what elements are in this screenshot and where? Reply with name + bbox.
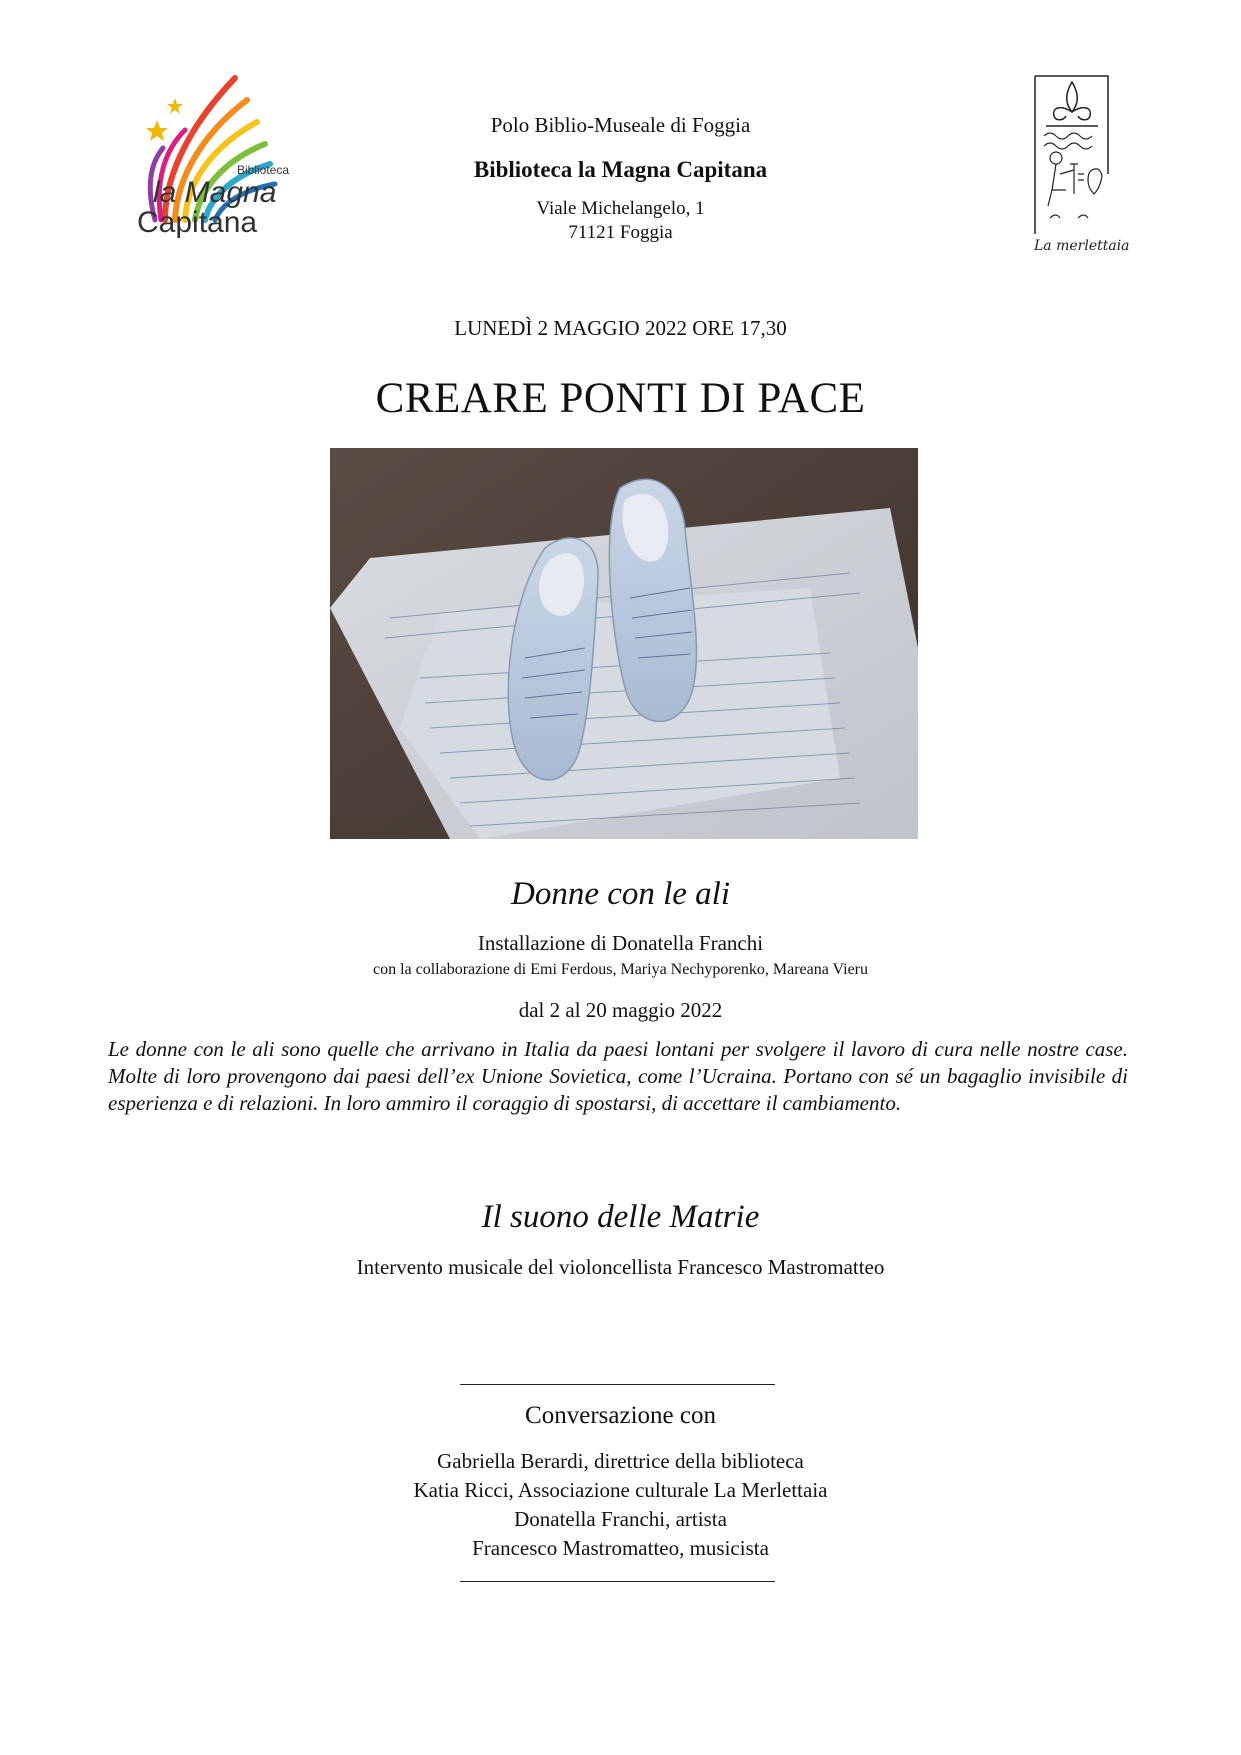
installation-title: Donne con le ali (510, 876, 731, 912)
logo-line2: Capitana (137, 206, 258, 239)
music-title: Il suono delle Matrie (481, 1199, 760, 1235)
logo-signature: La merlettaia (1034, 238, 1130, 254)
divider-bottom (460, 1581, 775, 1582)
logo-small-text: Biblioteca (237, 163, 290, 177)
installation-dates: dal 2 al 20 maggio 2022 (518, 998, 723, 1022)
music-description: Intervento musicale del violoncellista Francesco Mastromatteo (356, 1255, 885, 1279)
address-street: Viale Michelangelo, 1 (536, 198, 705, 219)
conversation-heading: Conversazione con (525, 1402, 716, 1429)
conversation-person: Donatella Franchi, artista (514, 1507, 727, 1531)
polo-name: Polo Biblio-Museale di Foggia (490, 113, 751, 137)
library-name: Biblioteca la Magna Capitana (473, 157, 768, 182)
logo-line1: la Magna (153, 176, 277, 209)
installation-collaboration: con la collaborazione di Emi Ferdous, Mariya Nechyporenko, Mareana Vieru (372, 961, 868, 978)
installation-photo (330, 448, 918, 839)
conversation-person: Gabriella Berardi, direttrice della biblioteca (437, 1449, 804, 1473)
conversation-person: Francesco Mastromatteo, musicista (472, 1536, 769, 1560)
photo-graphic (330, 448, 918, 839)
installation-description: Le donne con le ali sono quelle che arrivano in Italia da paesi lontani per svolgere il lavoro di cura nelle nostre case. Molte di loro provengono dai paesi dell’ex Unione Sovietica, come l’Ucraina. Portano con sé un bagaglio invisibile di esperienza e di relazioni. In loro ammiro il coraggio di spostarsi, di accettare il cambiamento. (108, 1037, 1128, 1115)
address-city: 71121 Foggia (568, 222, 673, 243)
installation-author: Installazione di Donatella Franchi (477, 931, 764, 955)
divider-top (460, 1384, 775, 1385)
conversation-person: Katia Ricci, Associazione culturale La Merlettaia (413, 1478, 828, 1502)
event-title: CREARE PONTI DI PACE (375, 375, 866, 422)
event-date: LUNEDÌ 2 MAGGIO 2022 ORE 17,30 (454, 316, 787, 340)
